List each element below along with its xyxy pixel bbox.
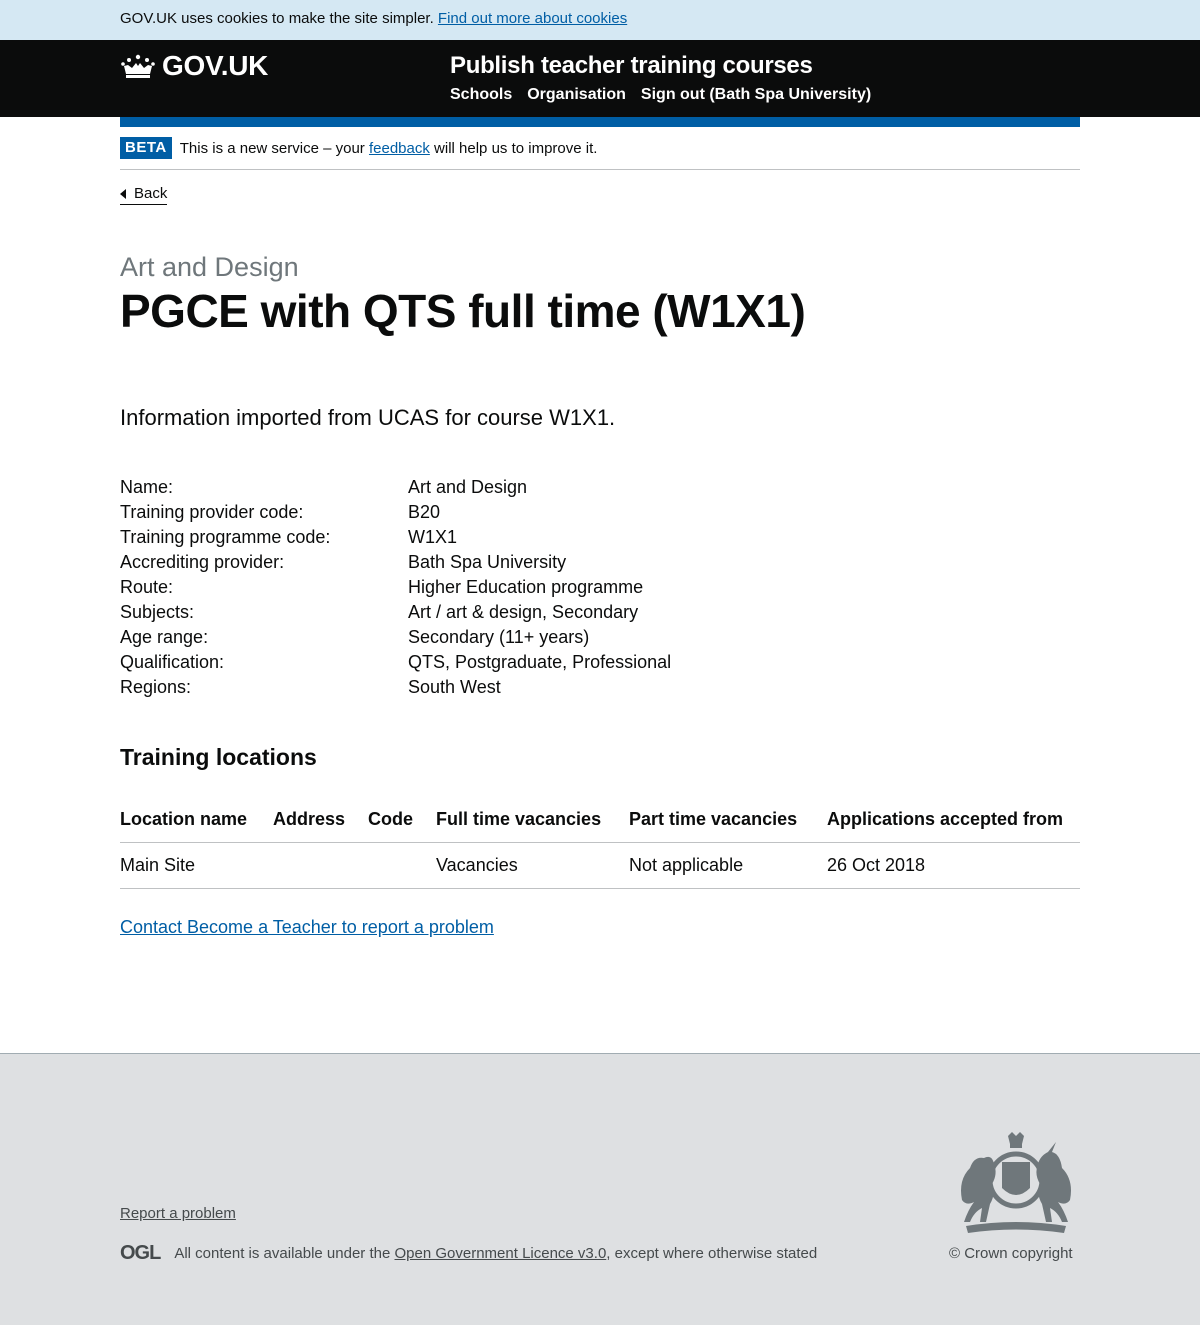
table-row: [120, 842, 1080, 888]
cell-address: [273, 842, 368, 888]
report-problem-link[interactable]: Report a problem: [120, 1205, 236, 1222]
crown-icon: [120, 53, 156, 79]
info-value: QTS, Postgraduate, Professional: [408, 652, 672, 672]
info-row: [120, 675, 671, 700]
info-row: [120, 475, 671, 500]
info-value: W1X1: [408, 527, 458, 547]
nav-schools[interactable]: Schools: [450, 86, 513, 103]
lead-paragraph: Information imported from UCAS for course W1X1.: [120, 405, 616, 430]
locations-table: [120, 797, 1080, 889]
col-full-time: Full time vacancies: [436, 797, 629, 842]
info-value: Higher Education programme: [408, 577, 644, 597]
info-row: [120, 600, 671, 625]
info-value: Secondary (11+ years): [408, 627, 590, 647]
info-key: Qualification:: [120, 652, 225, 672]
licence-text-before: All content is available under the: [174, 1245, 391, 1262]
info-value: Bath Spa University: [408, 552, 567, 572]
training-locations-heading: Training locations: [120, 744, 317, 770]
page-caption: Art and Design: [120, 252, 299, 282]
info-value: South West: [408, 677, 501, 697]
col-code: Code: [368, 797, 436, 842]
info-key: Regions:: [120, 677, 192, 697]
ogl-logo: OGL: [120, 1242, 161, 1264]
cell-location-name: Main Site: [120, 842, 273, 888]
beta-tag: BETA: [120, 137, 172, 159]
info-row: [120, 575, 671, 600]
cookie-banner: [0, 0, 1200, 40]
header-underline: [120, 117, 1080, 127]
cell-code: [368, 842, 436, 888]
govuk-logo[interactable]: [120, 50, 268, 82]
cookie-link[interactable]: Find out more about cookies: [437, 10, 628, 27]
service-name[interactable]: Publish teacher training courses: [450, 52, 813, 79]
info-key: Training programme code:: [120, 527, 331, 547]
feedback-link[interactable]: feedback: [368, 139, 430, 157]
cell-full-time: Vacancies: [436, 842, 629, 888]
back-arrow-icon: [120, 189, 126, 199]
info-value: Art and Design: [408, 477, 528, 497]
site-header: [0, 40, 1200, 117]
info-row: [120, 650, 671, 675]
col-applications: Applications accepted from: [827, 797, 1080, 842]
header-nav: [450, 86, 886, 104]
info-row: [120, 525, 671, 550]
phase-text-before: This is a new service – your: [179, 139, 365, 157]
cookie-text: GOV.UK uses cookies to make the site simpler.: [120, 10, 434, 27]
info-key: Name:: [120, 477, 174, 497]
back-link[interactable]: [120, 185, 167, 205]
info-value: Art / art & design, Secondary: [408, 602, 639, 622]
cell-part-time: Not applicable: [629, 842, 827, 888]
course-info-list: [120, 475, 671, 700]
table-header-row: [120, 797, 1080, 842]
phase-text-after: will help us to improve it.: [434, 139, 598, 157]
info-row: [120, 625, 671, 650]
royal-crest-icon: [952, 1130, 1080, 1235]
logo-text: GOV.UK: [162, 50, 269, 81]
contact-link[interactable]: Contact Become a Teacher to report a problem: [120, 917, 494, 937]
info-key: Age range:: [120, 627, 209, 647]
licence-text-after: , except where otherwise stated: [606, 1245, 818, 1262]
licence-row: [120, 1242, 817, 1265]
info-value: B20: [408, 502, 441, 522]
info-key: Subjects:: [120, 602, 195, 622]
cell-applications: 26 Oct 2018: [827, 842, 1080, 888]
col-location-name: Location name: [120, 797, 273, 842]
info-row: [120, 550, 671, 575]
info-key: Accrediting provider:: [120, 552, 285, 572]
nav-sign-out[interactable]: Sign out (Bath Spa University): [640, 86, 872, 103]
phase-banner: [120, 127, 1080, 170]
back-label: Back: [134, 185, 168, 202]
col-address: Address: [273, 797, 368, 842]
info-key: Route:: [120, 577, 174, 597]
crown-copyright[interactable]: © Crown copyright: [949, 1245, 1073, 1262]
info-row: [120, 500, 671, 525]
info-key: Training provider code:: [120, 502, 304, 522]
site-footer: [0, 1053, 1200, 1325]
page-title: PGCE with QTS full time (W1X1): [120, 285, 806, 337]
licence-link[interactable]: Open Government Licence v3.0: [394, 1245, 607, 1262]
col-part-time: Part time vacancies: [629, 797, 827, 842]
nav-organisation[interactable]: Organisation: [527, 86, 626, 103]
